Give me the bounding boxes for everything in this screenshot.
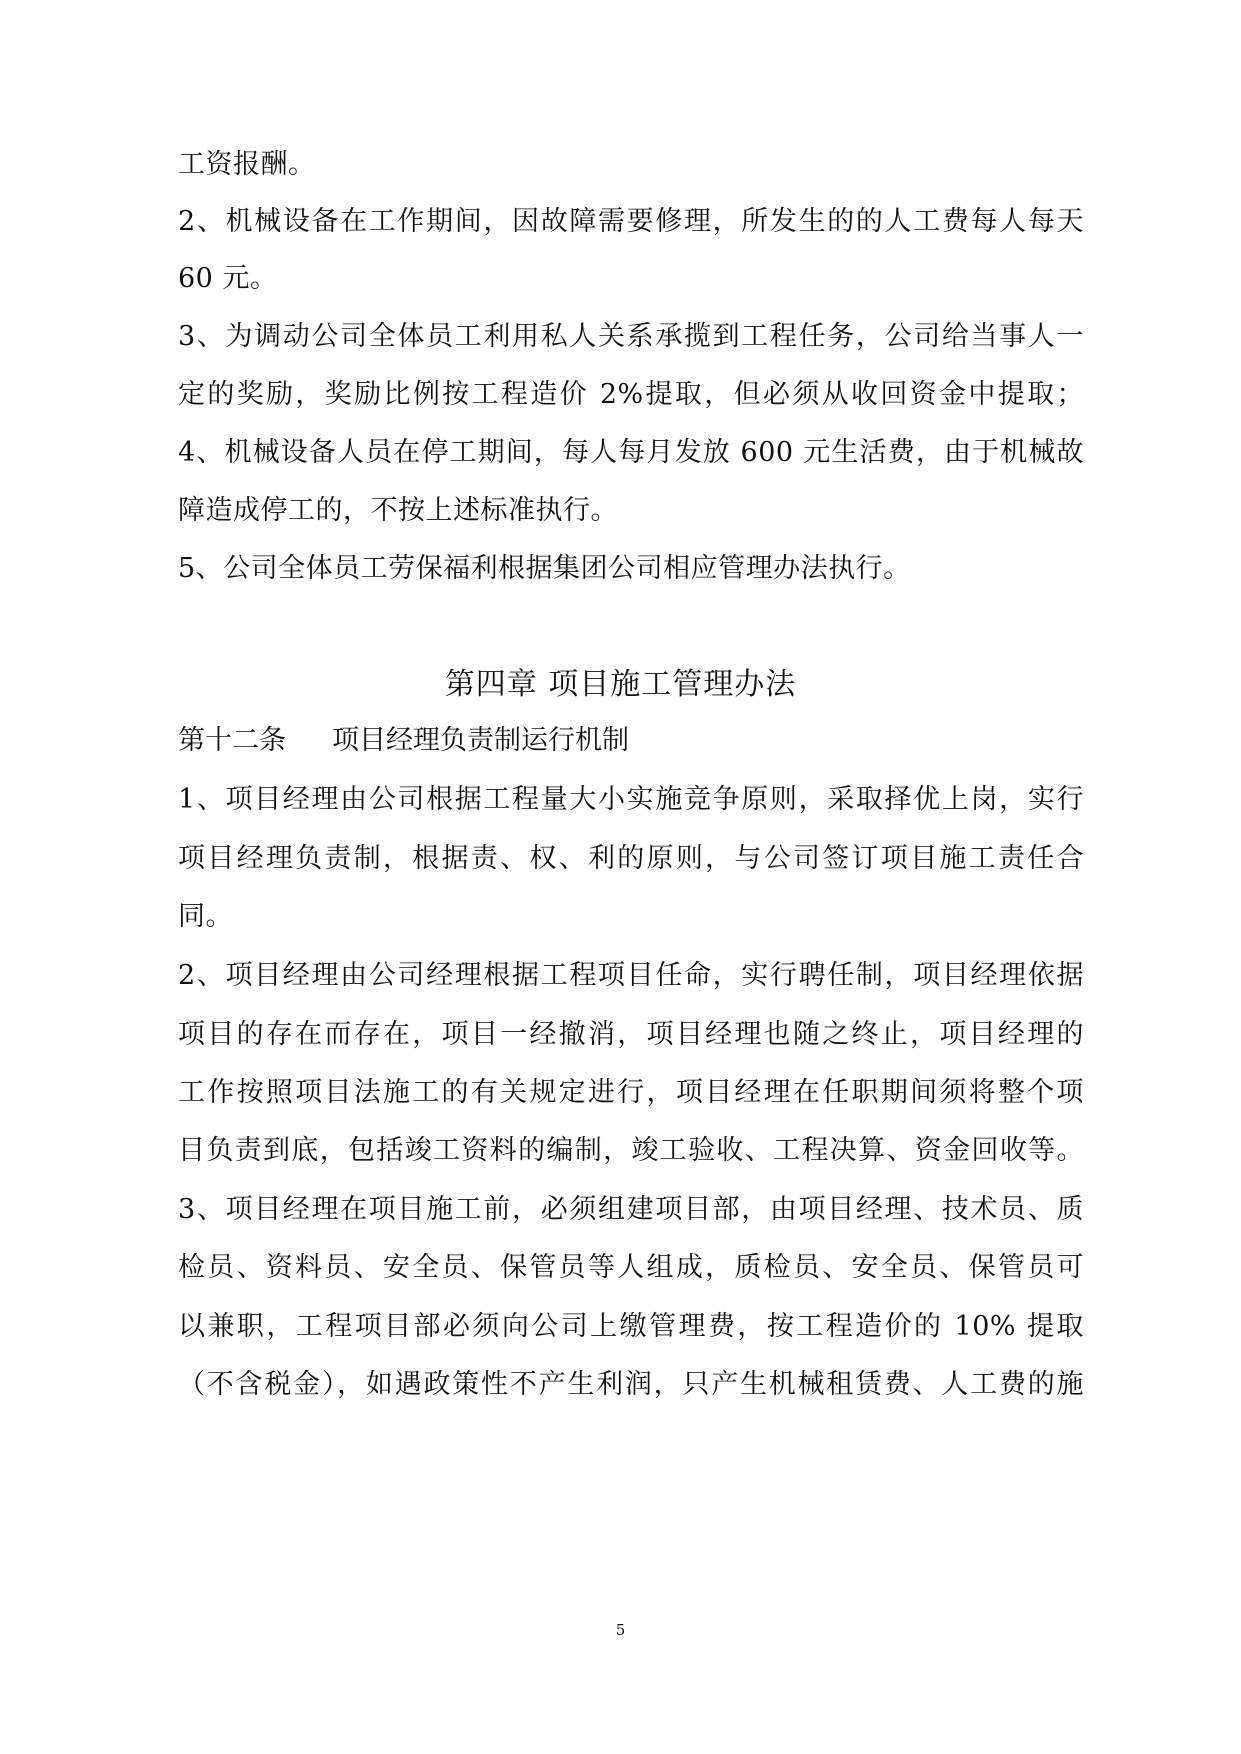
text-line: 2、项目经理由公司经理根据工程项目任命，实行聘任制，项目经理依据 [178, 960, 1084, 991]
chapter-title: 第四章 项目施工管理办法 [444, 667, 797, 702]
text-line: 工资报酬。 [178, 149, 316, 180]
text-line: 以兼职，工程项目部必须向公司上缴管理费，按工程造价的 10% 提取 [178, 1311, 1084, 1342]
text-line: 3、为调动公司全体员工利用私人关系承揽到工程任务，公司给当事人一 [178, 321, 1084, 352]
text-line: 3、项目经理在项目施工前，必须组建项目部，由项目经理、技术员、质 [178, 1194, 1084, 1225]
text-line: 障造成停工的，不按上述标准执行。 [178, 495, 618, 526]
article-title: 项目经理负责制运行机制 [332, 725, 629, 756]
text-line: 1、项目经理由公司根据工程量大小实施竞争原则，采取择优上岗，实行 [178, 784, 1084, 815]
text-line: 项目经理负责制，根据责、权、利的原则，与公司签订项目施工责任合 [178, 843, 1084, 874]
text-line: 项目的存在而存在，项目一经撤消，项目经理也随之终止，项目经理的 [178, 1019, 1084, 1050]
article-heading [178, 724, 629, 758]
text-line: （不含税金），如遇政策性不产生利润，只产生机械租赁费、人工费的施 [178, 1369, 1084, 1400]
text-line: 2、机械设备在工作期间，因故障需要修理，所发生的的人工费每人每天 [178, 206, 1084, 237]
text-line: 工作按照项目法施工的有关规定进行，项目经理在任职期间须将整个项 [178, 1077, 1084, 1108]
text-line: 60 元。 [178, 263, 278, 294]
text-line: 检员、资料员、安全员、保管员等人组成，质检员、安全员、保管员可 [178, 1252, 1084, 1283]
text-line: 定的奖励，奖励比例按工程造价 2%提取，但必须从收回资金中提取； [178, 379, 1084, 410]
text-line: 目负责到底，包括竣工资料的编制，竣工验收、工程决算、资金回收等。 [178, 1135, 1084, 1166]
page-number: 5 [615, 1621, 626, 1639]
text-line: 5、公司全体员工劳保福利根据集团公司相应管理办法执行。 [178, 553, 911, 584]
text-line: 同。 [178, 901, 233, 932]
text-line: 4、机械设备人员在停工期间，每人每月发放 600 元生活费，由于机械故 [178, 437, 1084, 468]
article-number: 第十二条 [178, 725, 286, 756]
